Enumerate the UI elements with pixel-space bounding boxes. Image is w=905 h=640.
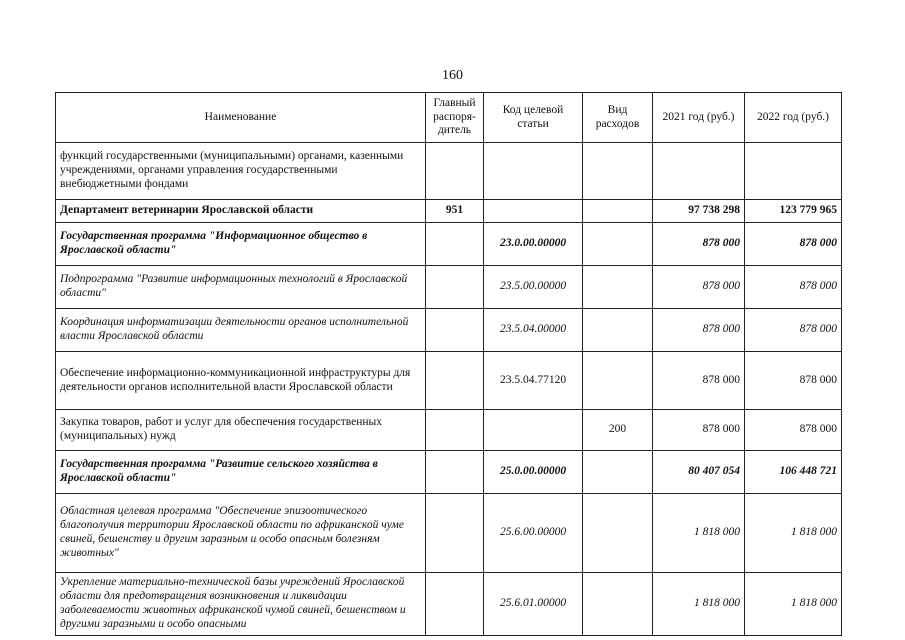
cell-2022: 878 000: [745, 223, 842, 266]
cell-2021: 878 000: [653, 352, 745, 410]
cell-admin: [426, 451, 484, 494]
cell-code: 23.0.00.00000: [484, 223, 583, 266]
cell-name: функций государственными (муниципальными) органами, казенными учреждениями, органами управления государственными внебюджетными фондами: [56, 143, 426, 200]
table-row: [56, 200, 842, 223]
cell-2021: 878 000: [653, 266, 745, 309]
cell-admin: [426, 266, 484, 309]
cell-code: 23.5.04.77120: [484, 352, 583, 410]
cell-code: 25.0.00.00000: [484, 451, 583, 494]
cell-2022: 1 818 000: [745, 494, 842, 573]
cell-2021: 1 818 000: [653, 573, 745, 636]
cell-admin: [426, 494, 484, 573]
cell-2022: 878 000: [745, 352, 842, 410]
cell-2021: 97 738 298: [653, 200, 745, 223]
cell-2022: 106 448 721: [745, 451, 842, 494]
cell-2021: 878 000: [653, 309, 745, 352]
cell-name: Координация информатизации деятельности органов исполнительной власти Ярославской области: [56, 309, 426, 352]
header-code: Код целевой статьи: [484, 93, 583, 143]
cell-type: [583, 573, 653, 636]
table-row: [56, 143, 842, 200]
cell-admin: [426, 143, 484, 200]
cell-admin: [426, 410, 484, 451]
budget-table: [55, 92, 842, 636]
table-header-row: [56, 93, 842, 143]
cell-name: Департамент ветеринарии Ярославской области: [56, 200, 426, 223]
cell-code: 23.5.00.00000: [484, 266, 583, 309]
cell-2022: 123 779 965: [745, 200, 842, 223]
cell-type: [583, 143, 653, 200]
cell-2022: 878 000: [745, 309, 842, 352]
cell-2021: 1 818 000: [653, 494, 745, 573]
table-row: [56, 451, 842, 494]
header-2021: 2021 год (руб.): [653, 93, 745, 143]
cell-2022: 878 000: [745, 266, 842, 309]
cell-type: [583, 309, 653, 352]
cell-name: Государственная программа "Информационное общество в Ярославской области": [56, 223, 426, 266]
cell-code: 23.5.04.00000: [484, 309, 583, 352]
cell-type: [583, 352, 653, 410]
cell-code: [484, 410, 583, 451]
table-row: [56, 573, 842, 636]
cell-code: [484, 143, 583, 200]
cell-type: [583, 223, 653, 266]
cell-name: Укрепление материально-технической базы учреждений Ярославской области для предотвращения возникновения и ликвидации заболеваемости животных африканской чумой свиней, бешенством и другими заразными и особо опасными: [56, 573, 426, 636]
cell-type: [583, 266, 653, 309]
cell-type: [583, 200, 653, 223]
cell-admin: 951: [426, 200, 484, 223]
table-row: [56, 494, 842, 573]
cell-2022: [745, 143, 842, 200]
cell-name: Государственная программа "Развитие сельского хозяйства в Ярославской области": [56, 451, 426, 494]
table-row: [56, 352, 842, 410]
cell-2021: 878 000: [653, 410, 745, 451]
page-number: 160: [442, 68, 463, 83]
cell-type: [583, 451, 653, 494]
cell-admin: [426, 352, 484, 410]
table-row: [56, 410, 842, 451]
cell-name: Обеспечение информационно-коммуникационной инфраструктуры для деятельности органов исполнительной власти Ярославской области: [56, 352, 426, 410]
cell-name: Областная целевая программа "Обеспечение эпизоотического благополучия территории Ярославской области по африканской чуме свиней, бешенству и другим заразным и особо опасным болезням животных": [56, 494, 426, 573]
cell-name: Подпрограмма "Развитие информационных технологий в Ярославской области": [56, 266, 426, 309]
cell-2021: 80 407 054: [653, 451, 745, 494]
header-admin: Главный распоря-дитель: [426, 93, 484, 143]
header-type: Вид расходов: [583, 93, 653, 143]
cell-admin: [426, 309, 484, 352]
cell-2021: 878 000: [653, 223, 745, 266]
cell-type: 200: [583, 410, 653, 451]
cell-type: [583, 494, 653, 573]
cell-2022: 1 818 000: [745, 573, 842, 636]
table-row: [56, 223, 842, 266]
cell-code: 25.6.01.00000: [484, 573, 583, 636]
cell-code: 25.6.00.00000: [484, 494, 583, 573]
cell-admin: [426, 573, 484, 636]
header-name: Наименование: [56, 93, 426, 143]
header-2022: 2022 год (руб.): [745, 93, 842, 143]
table-row: [56, 266, 842, 309]
cell-2022: 878 000: [745, 410, 842, 451]
cell-code: [484, 200, 583, 223]
table-row: [56, 309, 842, 352]
cell-name: Закупка товаров, работ и услуг для обеспечения государственных (муниципальных) нужд: [56, 410, 426, 451]
cell-2021: [653, 143, 745, 200]
cell-admin: [426, 223, 484, 266]
